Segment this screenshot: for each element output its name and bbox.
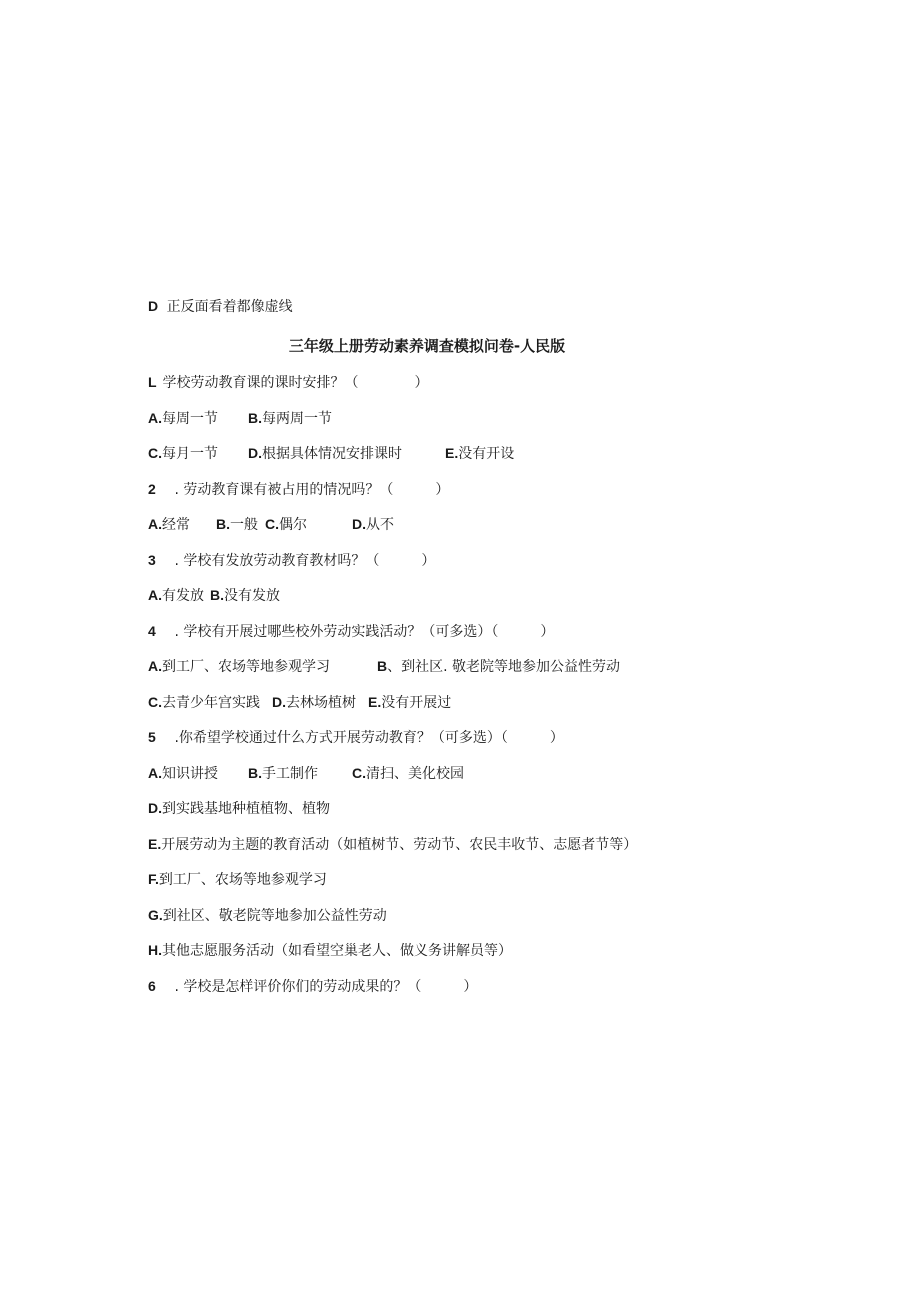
option-text: 一般 [230,517,258,533]
option-letter: A. [148,765,162,781]
option-text: 去青少年宫实践 [162,695,260,711]
option-row [148,656,848,676]
option-letter: B. [210,587,224,603]
option-text: 清扫、美化校园 [366,766,464,782]
option-d[interactable] [148,798,330,819]
option-text: 其他志愿服务活动（如看望空巢老人、做义务讲解员等） [162,943,512,959]
option-text: 正反面看着都像虚线 [166,299,293,315]
option-c[interactable] [265,514,307,535]
option-text: 根据具体情况安排课时 [262,446,402,462]
option-row [148,514,848,534]
option-c[interactable] [352,763,464,784]
option-letter: A. [148,410,162,426]
option-letter: B. [248,765,262,781]
option-letter: B [377,658,388,674]
option-letter: D. [352,516,366,532]
option-text: 经常 [162,517,190,533]
option-b[interactable] [248,408,332,429]
option-letter: G. [148,907,163,923]
question-number: 6 [148,978,156,994]
option-a[interactable] [148,585,204,606]
question-number: 3 [148,552,156,568]
option-letter: E. [148,836,162,852]
option-letter: D [148,298,159,314]
option-letter: A. [148,658,162,674]
option-b[interactable] [377,656,620,677]
option-a[interactable] [148,763,218,784]
question-text: . 学校有开展过哪些校外劳动实践活动？（可多选）（ ） [174,624,555,640]
option-letter: B. [248,410,262,426]
option-row [148,443,848,463]
option-text: 每月一节 [162,446,218,462]
option-text: 、到社区. 敬老院等地参加公益性劳动 [387,659,621,675]
option-letter: C. [148,694,162,710]
option-text: 开展劳动为主题的教育活动（如植树节、劳动节、农民丰收节、志愿者节等） [161,837,638,853]
option-letter: D. [272,694,286,710]
option-d[interactable] [272,692,356,713]
option-c[interactable] [148,443,218,464]
option-row [148,763,848,783]
option-text: 去林场植树 [286,695,356,711]
option-e[interactable] [148,834,637,855]
option-letter: C. [265,516,279,532]
question-6 [148,976,477,997]
option-row [148,692,848,712]
option-text: 偶尔 [279,517,307,533]
question-number: 4 [148,623,156,639]
option-b[interactable] [210,585,280,606]
option-letter: B. [216,516,230,532]
option-letter: D. [148,800,162,816]
option-letter: A. [148,587,162,603]
option-g[interactable] [148,905,387,926]
question-text: . 学校是怎样评价你们的劳动成果的？（ ） [174,979,478,995]
option-letter: C. [352,765,366,781]
option-text: 到工厂、农场等地参观学习 [158,872,327,888]
question-number: 5 [148,729,156,745]
question-text: . 劳动教育课有被占用的情况吗？（ ） [174,482,450,498]
question-number: L [148,374,157,390]
option-letter: E. [445,445,459,461]
option-text: 每周一节 [162,411,218,427]
question-text: .你希望学校通过什么方式开展劳动教育？（可多选）（ ） [174,730,564,746]
option-a[interactable] [148,408,218,429]
stray-option-line [148,296,293,317]
option-a[interactable] [148,656,330,677]
option-a[interactable] [148,514,190,535]
option-row [148,408,848,428]
option-e[interactable] [445,443,514,464]
question-4 [148,621,554,642]
option-letter: H. [148,942,162,958]
option-f[interactable] [148,869,327,890]
option-text: 没有发放 [224,588,280,604]
question-2 [148,479,449,500]
option-text: 到社区、敬老院等地参加公益性劳动 [162,908,387,924]
option-text: 从不 [366,517,394,533]
question-1 [148,372,428,393]
question-3 [148,550,435,571]
option-h[interactable] [148,940,512,961]
option-text: 没有开设 [458,446,515,462]
option-letter: A. [148,516,162,532]
option-text: 没有开展过 [381,695,452,711]
option-b[interactable] [248,763,318,784]
option-text: 手工制作 [262,766,318,782]
option-text: 到工厂、农场等地参观学习 [162,659,330,675]
option-row [148,585,848,605]
option-text: 每两周一节 [262,411,332,427]
question-text: 学校劳动教育课的课时安排？（ ） [162,375,429,391]
question-text: . 学校有发放劳动教育教材吗？（ ） [174,553,436,569]
option-d[interactable] [352,514,394,535]
option-text: 知识讲授 [162,766,218,782]
option-letter: D. [248,445,262,461]
option-letter: F. [148,871,159,887]
question-5 [148,727,564,748]
option-d[interactable] [248,443,402,464]
option-text: 到实践基地种植植物、植物 [162,801,330,817]
option-letter: E. [368,694,382,710]
page-title: 三年级上册劳动素养调查模拟问卷-人民版 [288,337,566,355]
option-text: 有发放 [162,588,204,604]
question-number: 2 [148,481,156,497]
option-c[interactable] [148,692,260,713]
option-b[interactable] [216,514,258,535]
option-e[interactable] [368,692,451,713]
option-letter: C. [148,445,162,461]
